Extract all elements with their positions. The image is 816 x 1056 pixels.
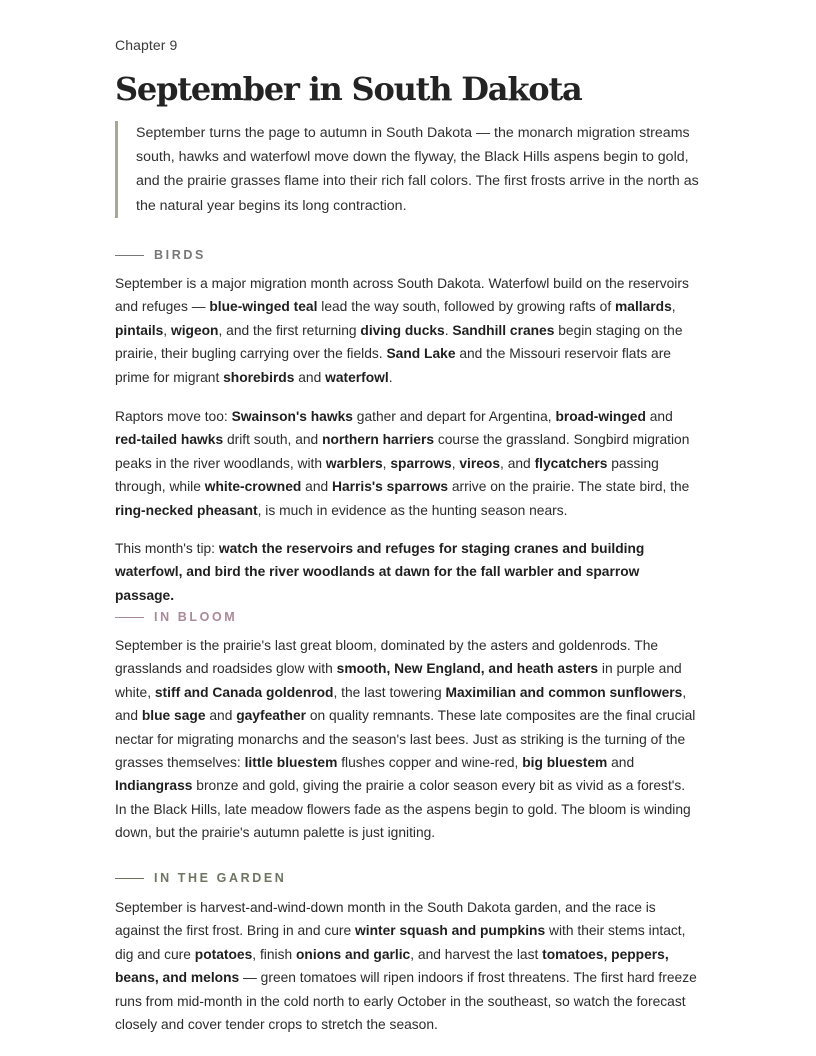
birds-tip: [115, 537, 700, 607]
bold-term: pintails: [115, 322, 164, 338]
bold-term: blue-winged teal: [209, 299, 318, 315]
bold-term: tomatoes, peppers, beans, and melons: [115, 946, 669, 986]
text-run: and: [645, 409, 673, 424]
bold-term: winter squash and pumpkins: [355, 923, 546, 939]
section-heading-in-the-garden: [115, 869, 286, 887]
text-run: , finish: [252, 946, 296, 962]
lede-text: September turns the page to autumn in South Dakota — the monarch migration streams south, hawks and waterfowl move down the flyway, the Black Hills aspens begin to gold, and the prairie grasses flame into their rich fall colors. The first frosts arrive in the north as the natural year begins its long contraction.: [136, 125, 699, 214]
bold-term: diving ducks: [360, 322, 445, 338]
bold-term: shorebirds: [223, 369, 295, 385]
bold-term: flycatchers: [534, 455, 608, 471]
chapter-label: Chapter 9: [115, 37, 178, 53]
text-run: , and the first returning: [218, 322, 361, 338]
bold-term: broad-winged: [555, 409, 646, 424]
text-run: in purple and white,: [115, 661, 682, 700]
text-run: bronze and gold, giving the prairie a color season every bit as vivid as a forest's. In the Black Hills, late meadow flowers fade as the aspens begin to gold. The bloom is winding down, but the prairie's autumn palette is just igniting.: [115, 778, 691, 841]
bold-term: waterfowl: [325, 369, 389, 385]
heading-rule: [115, 878, 144, 879]
text-run: and: [607, 755, 635, 771]
text-run: — green tomatoes will ripen indoors if frost threatens. The first hard freeze runs from mid-month in the cold north to early October in the southeast, so watch the forecast closely and cover tender crops to stretch the season.: [115, 970, 697, 1033]
bold-term: ring-necked pheasant: [115, 502, 258, 518]
text-run: .: [444, 322, 453, 338]
text-run: September is harvest-and-wind-down month in the South Dakota garden, and the race is against the first frost. Bring in and cure: [115, 900, 656, 939]
heading-rule: [115, 255, 144, 256]
bold-term: warblers: [325, 455, 383, 471]
text-run: with their stems intact, dig and cure: [115, 923, 686, 962]
bold-term: Maximilian and common sunflowers: [445, 684, 683, 700]
text-run: course the grassland. Songbird migration peaks in the river woodlands, with: [115, 432, 690, 471]
text-run: on quality remnants. These late composites are the final crucial nectar for migrating monarchs and the season's last bees. Just as striking is the turning of the grasses themselves:: [115, 708, 696, 771]
bold-term: potatoes: [194, 946, 253, 962]
bold-term: Indiangrass: [115, 778, 193, 794]
bold-term: Sand Lake: [386, 346, 456, 362]
text-run: , and: [500, 455, 535, 471]
bold-term: Swainson's hawks: [231, 409, 353, 424]
bold-term: sparrows: [390, 455, 452, 471]
text-run: September is the prairie's last great bloom, dominated by the asters and goldenrods. The grasslands and roadsides glow with: [115, 638, 659, 677]
text-run: Raptors move too:: [115, 409, 232, 424]
text-run: flushes copper and wine-red,: [337, 755, 523, 771]
bold-term: watch the reservoirs and refuges for staging cranes and building waterfowl, and bird the river woodlands at dawn for the fall warbler and sparrow passage.: [115, 541, 645, 603]
text-run: gather and depart for Argentina,: [352, 409, 556, 424]
bold-term: vireos: [459, 455, 501, 471]
text-run: .: [388, 369, 393, 385]
bold-term: red-tailed hawks: [115, 432, 224, 448]
text-run: begin staging on the prairie, their bugling carrying over the fields.: [115, 322, 683, 362]
text-run: drift south, and: [223, 432, 323, 448]
text-run: This month's tip:: [115, 541, 216, 556]
garden-paragraph: [115, 896, 700, 1036]
section-heading-label: IN THE GARDEN: [154, 871, 287, 885]
text-run: , and harvest the last: [410, 946, 543, 962]
bold-term: mallards: [615, 299, 672, 315]
heading-rule: [115, 617, 144, 618]
bold-term: Harris's sparrows: [332, 479, 449, 495]
text-run: September is a major migration month across South Dakota. Waterfowl build on the reservoirs and refuges —: [115, 276, 689, 315]
text-run: , is much in evidence as the hunting season nears.: [257, 502, 568, 518]
bold-term: stiff and Canada goldenrod: [154, 684, 334, 700]
section-heading-in-bloom: [115, 608, 237, 626]
bold-term: Sandhill cranes: [452, 322, 555, 338]
birds-paragraph-1: [115, 272, 700, 389]
bold-term: onions and garlic: [296, 946, 411, 962]
bold-term: smooth, New England, and heath asters: [336, 661, 599, 677]
bold-term: big bluestem: [522, 755, 608, 771]
text-run: and: [294, 369, 326, 385]
section-heading-birds: [115, 246, 206, 264]
text-run: lead the way south, followed by growing rafts of: [317, 299, 616, 315]
page-title: September in South Dakota: [115, 70, 582, 108]
section-heading-label: IN BLOOM: [154, 610, 238, 624]
bold-term: little bluestem: [244, 755, 338, 771]
text-run: and the Missouri reservoir flats are prime for migrant: [115, 346, 671, 385]
text-run: ,: [163, 322, 171, 338]
text-run: arrive on the prairie. The state bird, the: [448, 479, 690, 495]
text-run: passing through, while: [115, 455, 659, 495]
text-run: ,: [382, 455, 391, 471]
text-run: and: [205, 708, 237, 724]
text-run: ,: [451, 455, 460, 471]
bold-term: gayfeather: [236, 708, 306, 724]
text-run: , and: [115, 684, 687, 724]
section-heading-label: BIRDS: [154, 248, 206, 262]
bold-term: wigeon: [170, 322, 219, 338]
text-run: and: [301, 479, 333, 495]
bold-term: blue sage: [141, 708, 206, 724]
bloom-paragraph: [115, 634, 700, 845]
lede-quote: [115, 121, 700, 218]
birds-paragraph-2: [115, 405, 700, 522]
text-run: , the last towering: [333, 684, 446, 700]
bold-term: northern harriers: [322, 432, 435, 448]
bold-term: white-crowned: [204, 479, 302, 495]
text-run: ,: [671, 299, 676, 315]
